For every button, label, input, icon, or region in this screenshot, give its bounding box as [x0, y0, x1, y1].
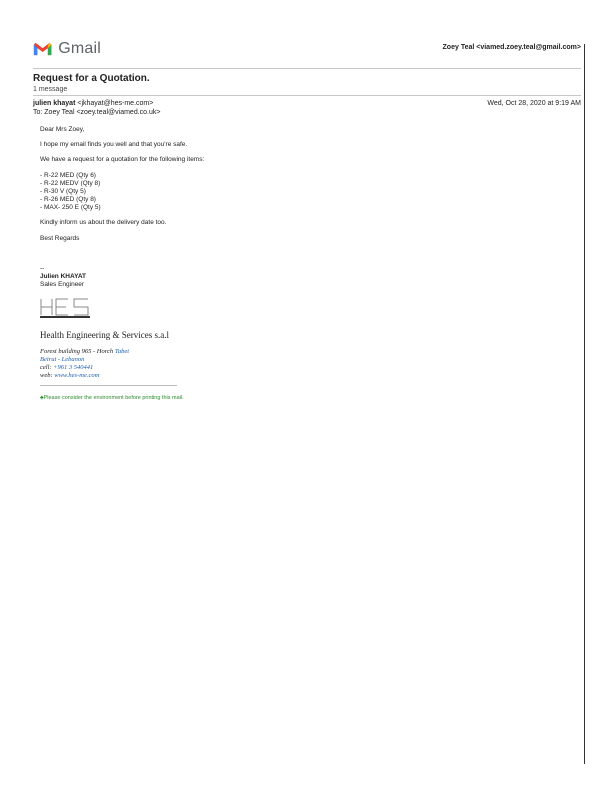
message-from — [33, 100, 153, 107]
item-list — [40, 172, 101, 212]
thread-divider — [33, 95, 581, 96]
web-link[interactable]: www.hes-me.com — [54, 372, 100, 379]
address-text: Forest building 965 - Horch — [40, 348, 115, 355]
header-divider — [33, 68, 581, 69]
company-name: Health Engineering & Services s.a.l — [40, 330, 169, 340]
web-label: web: — [40, 372, 55, 379]
signature-title: Sales Engineer — [40, 281, 85, 288]
gmail-logo-text: Gmail — [58, 40, 101, 57]
cell-line — [40, 364, 93, 372]
account-email: Zoey Teal <viamed.zoey.teal@gmail.com> — [442, 44, 581, 51]
list-item: - MAX- 250 E (Qty 5) — [40, 204, 101, 211]
list-item: - R-22 MED (Qty 6) — [40, 172, 96, 179]
list-item: - R-22 MEDV (Qty 8) — [40, 180, 101, 187]
cell-link[interactable]: +961 3 540441 — [53, 364, 94, 371]
sender-email: <jkhayat@hes-me.com> — [77, 100, 154, 107]
body-paragraph-3: Kindly inform us about the delivery date too. — [40, 219, 167, 226]
web-line — [40, 372, 99, 380]
city-link[interactable]: Beirut - Lebanon — [40, 356, 85, 363]
list-item: - R-26 MED (Qty 8) — [40, 196, 96, 203]
sender-name: julien khayat — [33, 100, 76, 107]
hes-logo-icon — [40, 297, 90, 319]
gmail-icon — [33, 41, 52, 57]
signature-separator — [40, 385, 177, 386]
body-greeting: Dear Mrs Zoey, — [40, 126, 85, 133]
signature-dash: -- — [40, 265, 45, 272]
signature-name: Julien KHAYAT — [40, 273, 86, 280]
environment-note — [40, 395, 184, 401]
address-line — [40, 348, 129, 356]
thread-subject: Request for a Quotation. — [33, 73, 150, 84]
body-paragraph-2: We have a request for a quotation for the following items: — [40, 156, 205, 163]
message-count: 1 message — [33, 86, 68, 93]
page-edge-line — [584, 44, 585, 764]
gmail-logo — [33, 38, 101, 60]
body-closing: Best Regards — [40, 235, 80, 242]
environment-note-text: Please consider the environment before printing this mail. — [43, 395, 184, 401]
message-date: Wed, Oct 28, 2020 at 9:19 AM — [487, 100, 581, 107]
address-link[interactable]: Tabet — [114, 348, 130, 355]
body-paragraph-1: I hope my email finds you well and that you're safe. — [40, 141, 188, 148]
message-recipient: To: Zoey Teal <zoey.teal@viamed.co.uk> — [33, 109, 161, 116]
list-item: - R-30 V (Qty 5) — [40, 188, 86, 195]
leaf-icon: ♣ — [40, 395, 44, 401]
cell-label: cell: — [40, 364, 54, 371]
